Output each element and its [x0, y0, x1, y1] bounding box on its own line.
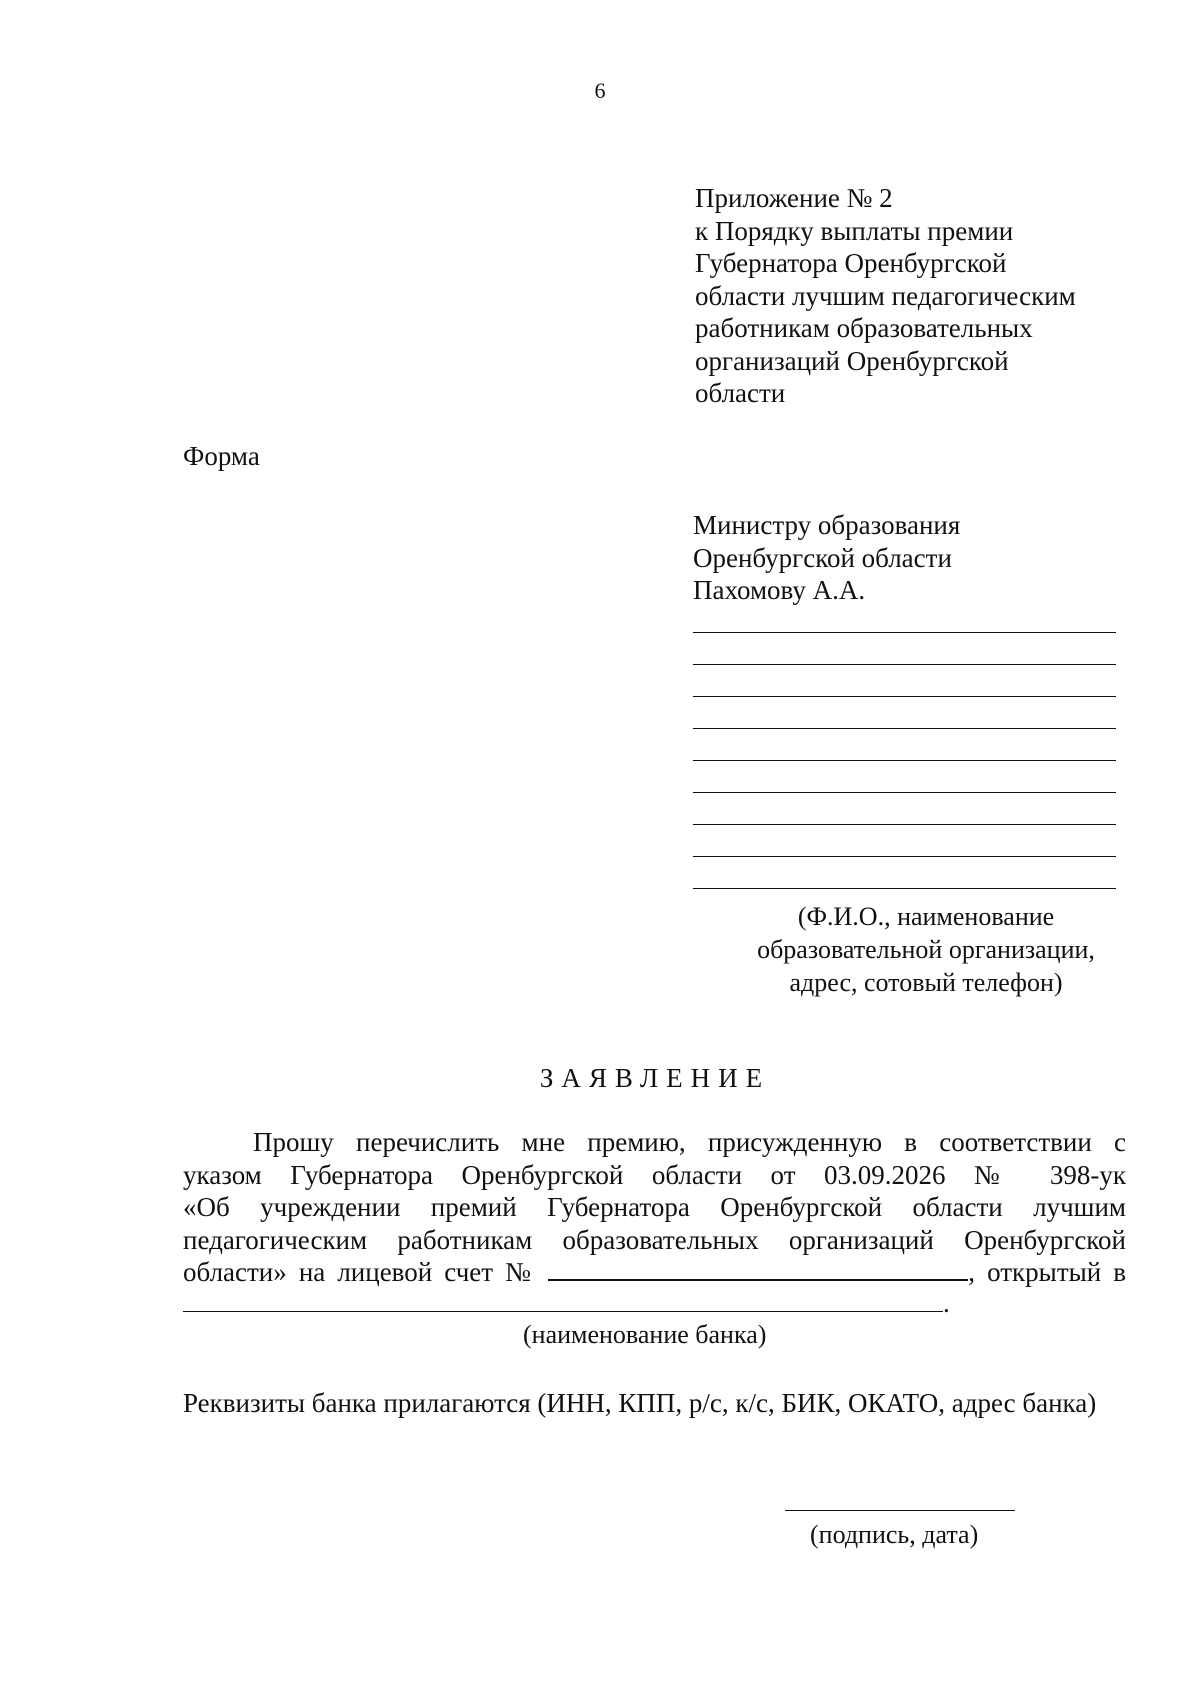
account-label: области» на лицевой счет №	[183, 1257, 537, 1287]
document-title: ЗАЯВЛЕНИЕ	[539, 1063, 771, 1093]
appendix-line: Приложение № 2	[695, 183, 893, 213]
body-line: Прошу перечислить мне премию, присужденную в соответствии с	[253, 1127, 1126, 1157]
signature-field[interactable]	[785, 1510, 1015, 1511]
addressee-line: Оренбургской области	[693, 542, 952, 573]
fill-in-line[interactable]	[693, 632, 1116, 633]
page-number: 6	[594, 78, 606, 103]
fill-in-line[interactable]	[693, 760, 1116, 761]
appendix-line: Губернатора Оренбургской	[695, 248, 1007, 278]
appendix-line: области лучшим педагогическим	[695, 280, 1076, 311]
body-line-account	[183, 1256, 1126, 1289]
caption-line: образовательной организации,	[757, 935, 1095, 964]
fill-in-line[interactable]	[693, 856, 1116, 857]
bank-name-field[interactable]	[183, 1291, 943, 1312]
form-label: Форма	[183, 441, 260, 471]
body-line: «Об учреждении премий Губернатора Оренбургской области лучшим	[183, 1192, 1126, 1222]
appendix-line: к Порядку выплаты премии	[695, 215, 1014, 246]
bank-name-caption: (наименование банка)	[523, 1320, 767, 1349]
bank-requisites-text: Реквизиты банка прилагаются (ИНН, КПП, р/с, к/с, БИК, ОКАТО, адрес банка)	[183, 1388, 1097, 1418]
addressee-line: Пахомову А.А.	[693, 575, 866, 605]
fill-in-line[interactable]	[693, 824, 1116, 825]
body-line: педагогическим работникам образовательных организаций Оренбургской	[183, 1224, 1126, 1255]
bank-name-row	[183, 1288, 950, 1319]
bank-line-end: .	[943, 1288, 950, 1318]
account-trailing-text: , открытый в	[968, 1257, 1127, 1287]
fill-in-line[interactable]	[693, 888, 1116, 889]
addressee-line: Министру образования	[693, 510, 961, 540]
applicant-info-caption	[693, 900, 1159, 999]
body-line: указом Губернатора Оренбургской области от 03.09.2026 № 398-ук	[183, 1159, 1126, 1190]
appendix-line: области	[695, 378, 786, 408]
appendix-line: организаций Оренбургской	[695, 345, 1009, 376]
signature-caption: (подпись, дата)	[810, 1520, 979, 1549]
addressee-block	[693, 509, 960, 607]
fill-in-line[interactable]	[693, 696, 1116, 697]
fill-in-line[interactable]	[693, 792, 1116, 793]
appendix-line: работникам образовательных	[695, 313, 1033, 343]
fill-in-line[interactable]	[693, 664, 1116, 665]
applicant-info-fill-lines[interactable]	[693, 632, 1116, 920]
caption-line: (Ф.И.О., наименование	[797, 902, 1055, 931]
application-body	[183, 1126, 1126, 1289]
account-number-field[interactable]	[548, 1259, 968, 1281]
appendix-header	[695, 182, 1165, 410]
fill-in-line[interactable]	[693, 728, 1116, 729]
caption-line: адрес, сотовый телефон)	[789, 968, 1063, 997]
